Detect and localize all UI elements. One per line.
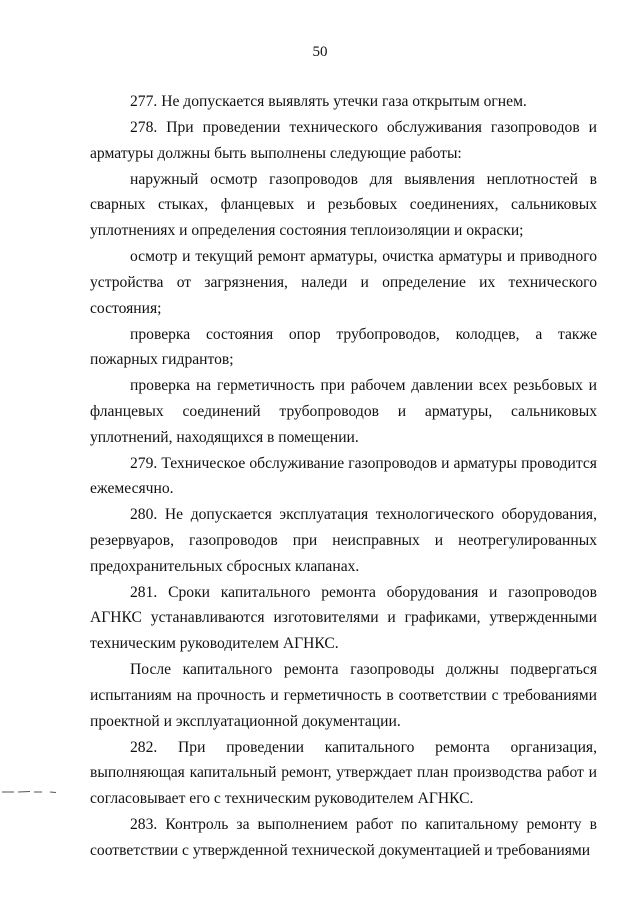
body-text: [90, 89, 597, 863]
list-item-tightness-check: проверка на герметичность при рабочем давлении всех резьбовых и фланцевых соединений трубопроводов и арматуры, сальниковых уплотнений, находящихся в помещении.: [90, 377, 597, 446]
list-item-supports-check: проверка состояния опор трубопроводов, колодцев, а также пожарных гидрантов;: [90, 325, 597, 369]
paragraph-281: 281. Сроки капитального ремонта оборудования и газопроводов АГНКС устанавливаются изготовителями и графиками, утвержденными техническим руководителем АГНКС.: [90, 583, 597, 653]
paragraph-after-repair: После капитального ремонта газопроводы должны подвергаться испытаниям на прочность и герметичность в соответствии с требованиями проектной и эксплуатационной документации.: [90, 661, 597, 730]
list-item-external-inspection: наружный осмотр газопроводов для выявления неплотностей в сварных стыках, фланцевых и резьбовых соединениях, сальниковых уплотнениях и определения состояния теплоизоляции и окраски;: [90, 170, 597, 240]
paragraph-283: 283. Контроль за выполнением работ по капитальному ремонту в соответствии с утвержденной технической документацией и требованиями: [90, 815, 597, 859]
page-number: 50: [312, 44, 328, 60]
scan-artifact-mark: [0, 789, 80, 795]
paragraph-282: 282. При проведении капитального ремонта организация, выполняющая капитальный ремонт, утверждает план производства работ и согласовывает его с техническим руководителем АГНКС.: [90, 738, 597, 807]
paragraph-277: 277. Не допускается выявлять утечки газа открытым огнем.: [130, 93, 527, 110]
paragraph-279: 279. Техническое обслуживание газопроводов и арматуры проводится ежемесячно.: [90, 454, 597, 498]
paragraph-280: 280. Не допускается эксплуатация технологического оборудования, резервуаров, газопроводов при неисправных и неотрегулированных предохранительных сбросных клапанах.: [90, 506, 597, 575]
paragraph-278: 278. При проведении технического обслуживания газопроводов и арматуры должны быть выполнены следующие работы:: [90, 119, 597, 162]
list-item-valve-maintenance: осмотр и текущий ремонт арматуры, очистка арматуры и приводного устройства от загрязнения, наледи и определение их технического состояния;: [90, 248, 597, 317]
